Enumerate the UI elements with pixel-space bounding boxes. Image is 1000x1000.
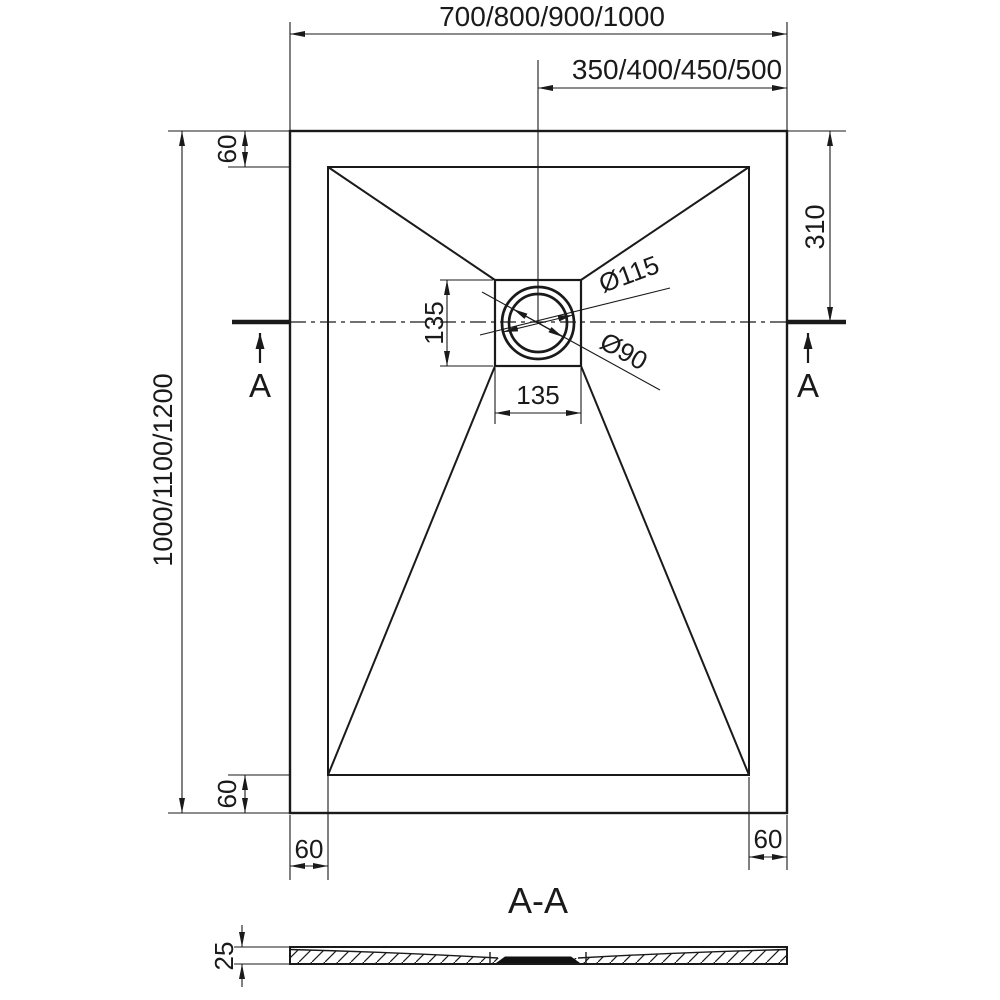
dim-overall-length-label: 1000/1100/1200 — [148, 373, 178, 567]
section-view — [234, 925, 787, 987]
section-marker-left-label: A — [248, 367, 272, 404]
dim-drain-box-width-label: 135 — [516, 380, 560, 410]
section-title: A-A — [507, 880, 569, 921]
dim-thickness-label: 25 — [209, 941, 239, 971]
dim-drain-box-height-label: 135 — [419, 301, 449, 345]
cutting-plane — [232, 322, 846, 363]
dimension-labels — [148, 1, 830, 970]
dim-border-top-label: 60 — [212, 134, 242, 164]
dim-drain-hole-label: Ø90 — [595, 326, 653, 377]
dim-border-bottom-label: 60 — [212, 779, 242, 809]
dim-border-left-label: 60 — [294, 834, 324, 864]
dim-drain-offset-label: 350/400/450/500 — [571, 54, 783, 85]
section-drain-plate — [496, 957, 580, 964]
dimension-lines — [168, 22, 846, 880]
dim-overall-width-label: 700/800/900/1000 — [439, 1, 665, 32]
dim-drain-flange-label: Ø115 — [594, 249, 664, 299]
dim-border-right-label: 60 — [753, 824, 783, 854]
dim-drain-center-label: 310 — [800, 204, 830, 250]
section-marker-right-label: A — [796, 367, 820, 404]
